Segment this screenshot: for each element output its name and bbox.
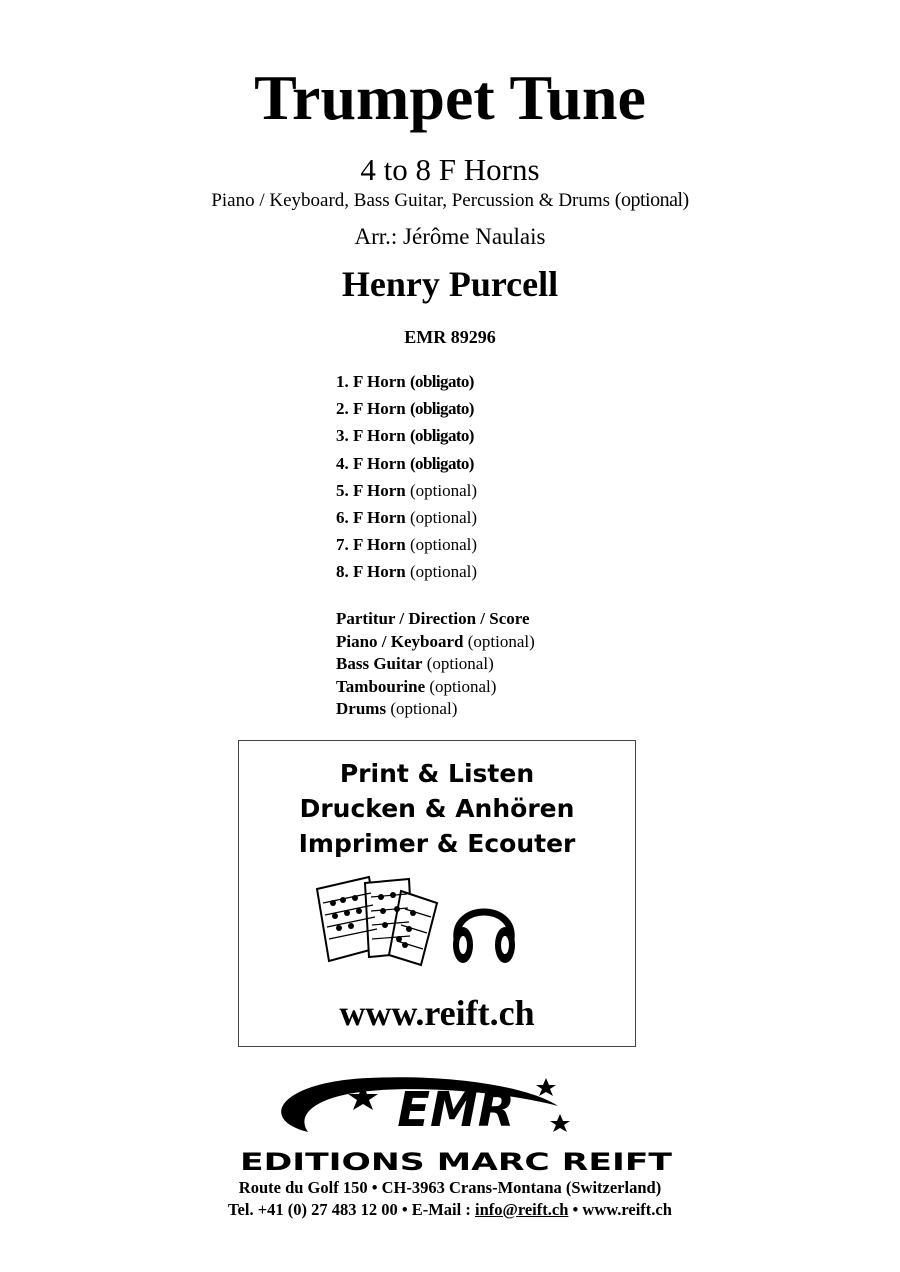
extra-note: (optional) <box>426 654 494 673</box>
contact-phone: Tel. +41 (0) 27 483 12 00 • E-Mail : <box>228 1200 475 1219</box>
part-name: 2. F Horn <box>336 399 406 419</box>
part-note: (obligato) <box>409 453 474 473</box>
extra-note: (optional) <box>467 631 535 651</box>
title: Trumpet Tune <box>254 62 646 133</box>
catalog-number: EMR 89296 <box>404 327 496 347</box>
part-name: 1. F Horn <box>336 372 406 391</box>
instrumentation-text: Piano / Keyboard, Bass Guitar, Percussion & Drums <box>211 190 611 211</box>
svg-text:EMR: EMR <box>397 1082 515 1138</box>
part-item <box>336 450 477 477</box>
publisher-name <box>238 1140 674 1178</box>
instrumentation-optional: (optional) <box>614 189 689 211</box>
extra-item <box>336 608 535 631</box>
contact-website: • www.reift.ch <box>568 1200 672 1219</box>
part-note: (optional) <box>409 507 478 527</box>
svg-text:EDITIONS MARC REIFT: EDITIONS MARC REIFT <box>240 1148 673 1176</box>
extra-item <box>336 698 535 721</box>
extra-name: Partitur / Direction / Score <box>336 609 530 628</box>
emr-logo <box>238 1070 674 1142</box>
extra-name: Drums <box>336 699 387 718</box>
part-item <box>336 395 477 422</box>
promo-line-french: Imprimer & Ecouter <box>298 829 576 858</box>
part-item <box>336 422 477 449</box>
email-link[interactable]: info@reift.ch <box>474 1200 569 1219</box>
extra-note: (optional) <box>390 699 458 718</box>
extra-name: Bass Guitar <box>336 654 423 673</box>
sheet-music-icon <box>309 869 439 969</box>
print-listen-box <box>238 740 636 1047</box>
extra-name: Piano / Keyboard <box>336 631 464 651</box>
promo-line-german: Drucken & Anhören <box>299 794 575 823</box>
parts-list <box>336 368 477 586</box>
part-note: (optional) <box>409 480 478 500</box>
extra-item <box>336 676 535 699</box>
part-item <box>336 531 477 558</box>
arranger: Arr.: Jérôme Naulais <box>354 224 546 249</box>
extra-note: (optional) <box>429 676 497 696</box>
publisher-contact <box>0 1199 900 1220</box>
part-name: 6. F Horn <box>336 507 406 527</box>
part-name: 7. F Horn <box>336 535 406 555</box>
part-note: (obligato) <box>409 426 474 446</box>
promo-url: www.reift.ch <box>339 993 535 1033</box>
part-name: 4. F Horn <box>336 453 406 473</box>
part-item <box>336 477 477 504</box>
extra-item <box>336 653 535 676</box>
instrumentation <box>0 188 900 213</box>
part-note: (optional) <box>409 535 478 555</box>
part-item <box>336 558 477 585</box>
promo-line-english: Print & Listen <box>339 759 535 788</box>
composer: Henry Purcell <box>341 264 559 304</box>
extras-list <box>336 608 535 721</box>
extra-name: Tambourine <box>336 676 426 696</box>
part-name: 8. F Horn <box>336 562 406 582</box>
part-note: (optional) <box>409 562 478 582</box>
publisher-address: Route du Golf 150 • CH-3963 Crans-Montana (Switzerland) <box>238 1178 662 1197</box>
extra-item <box>336 631 535 654</box>
part-name: 3. F Horn <box>336 426 406 446</box>
subtitle: 4 to 8 F Horns <box>360 152 540 187</box>
part-note: (obligato) <box>409 399 474 419</box>
part-item <box>336 368 477 395</box>
part-name: 5. F Horn <box>336 480 406 500</box>
part-note: (obligato) <box>409 372 474 391</box>
part-item <box>336 504 477 531</box>
headphones-icon <box>449 889 519 969</box>
